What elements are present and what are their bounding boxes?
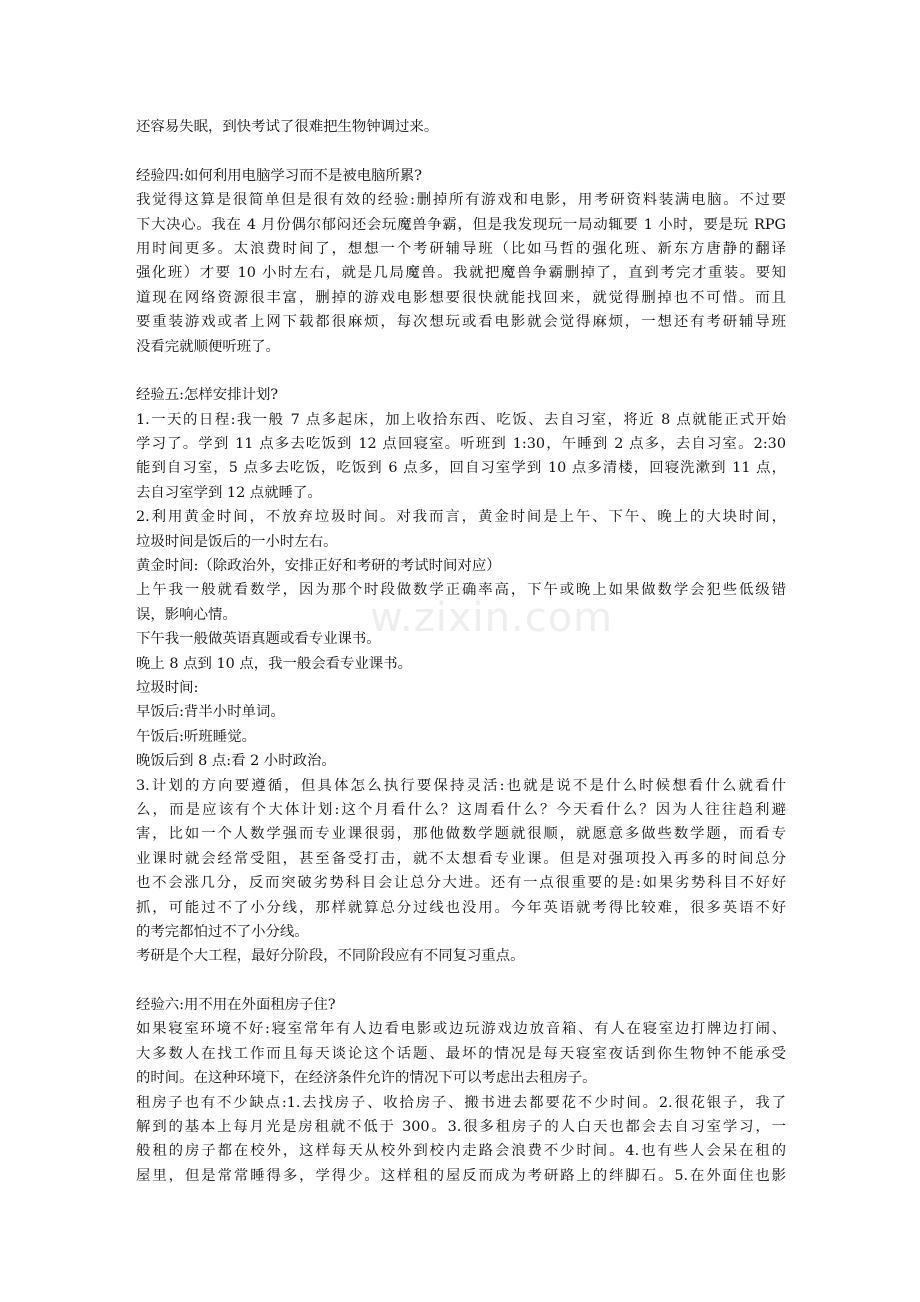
text-line: 屋里，但是常常睡得多，学得少。这样租的屋反而成为考研路上的绊脚石。5.在外面住也影 [136, 1167, 786, 1184]
text-line: 用时间更多。太浪费时间了，想想一个考研辅导班（比如马哲的强化班、新东方唐静的翻译 [136, 240, 786, 257]
text-line: 解到的基本上每月光是房租就不低于 300。3.很多租房子的人白天也都会去自习室学习，一 [136, 1119, 786, 1136]
text-line: 早饭后:背半小时单词。 [136, 704, 285, 721]
text-line: 垃圾时间是饭后的一小时左右。 [136, 533, 338, 550]
text-line: 晚饭后到 8 点:看 2 小时政治。 [136, 753, 336, 770]
text-line: 误，影响心情。 [136, 606, 237, 623]
text-line: 1.一天的日程:我一般 7 点多起床，加上收拾东西、吃饭、去自习室，将近 8 点就能正式开始 [136, 411, 786, 428]
text-line: 要重装游戏或者上网下载都很麻烦，每次想玩或看电影就会觉得麻烦，一想还有考研辅导班 [136, 314, 786, 331]
text-line: 上午我一般就看数学，因为那个时段做数学正确率高，下午或晚上如果做数学会犯些低级错 [136, 582, 786, 599]
text-line: 业课时就会经常受阻，甚至备受打击，就不太想看专业课。但是对强项投入再多的时间总分 [136, 850, 786, 867]
text-line: 学习了。学到 11 点多去吃饭到 12 点回寝室。听班到 1:30，午睡到 2 点多，去自习室。2:30 [136, 436, 786, 453]
text-line: 害，比如一个人数学强而专业课很弱，那他做数学题就很顺，就愿意多做些数学题，而看专 [136, 826, 786, 843]
text-line: 垃圾时间: [136, 679, 199, 696]
text-line: 的时间。在这种环境下，在经济条件允许的情况下可以考虑出去租房子。 [136, 1070, 597, 1087]
text-line: 能到自习室，5 点多去吃饭，吃饭到 6 点多，回自习室学到 10 点多清楼，回寝洗漱到 11 点， [136, 460, 786, 477]
text-line: 经验四:如何利用电脑学习而不是被电脑所累? [136, 167, 422, 184]
text-line: 下午我一般做英语真题或看专业课书。 [136, 631, 381, 648]
text-line: 考研是个大工程，最好分阶段，不同阶段应有不同复习重点。 [136, 948, 525, 965]
text-line: 的考完都怕过不了小分线。 [136, 923, 309, 940]
text-line: 强化班）才要 10 小时左右，就是几局魔兽。我就把魔兽争霸删掉了，直到考完才重装。要知 [136, 265, 786, 282]
text-line: 如果寝室环境不好:寝室常年有人边看电影或边玩游戏边放音箱、有人在寝室边打牌边打闹、 [136, 1021, 786, 1038]
blank-line [136, 139, 786, 163]
text-line: 2.利用黄金时间，不放弃垃圾时间。对我而言，黄金时间是上午、下午、晚上的大块时间， [136, 509, 786, 526]
text-line: 大多数人在找工作而且每天谈论这个话题、最坏的情况是每天寝室夜话到你生物钟不能承受 [136, 1045, 786, 1062]
text-line: 么，而是应该有个大体计划:这个月看什么？这周看什么？今天看什么？因为人往往趋利避 [136, 801, 786, 818]
blank-line [136, 359, 786, 383]
text-line: 般租的房子都在校外，这样每天从校外到校内走路会浪费不少时间。4.也有些人会呆在租的 [136, 1143, 786, 1160]
text-line: 午饭后:听班睡觉。 [136, 728, 256, 745]
text-line: 黄金时间:（除政治外，安排正好和考研的考试时间对应） [136, 558, 501, 575]
text-line: 去自习室学到 12 点就睡了。 [136, 484, 322, 501]
text-line: 晚上 8 点到 10 点，我一般会看专业课书。 [136, 655, 413, 672]
blank-line [136, 969, 786, 993]
text-line: 3.计划的方向要遵循，但具体怎么执行要保持灵活:也就是说不是什么时候想看什么就看什 [136, 777, 786, 794]
text-line: 经验六:用不用在外面租房子住? [136, 997, 336, 1014]
document-page [136, 115, 786, 1188]
text-line: 也不会涨几分，反而突破劣势科目会让总分大进。还有一点很重要的是:如果劣势科目不好好 [136, 875, 786, 892]
text-line: 抓，可能过不了小分线，那样就算总分过线也没用。今年英语就考得比较难，很多英语不好 [136, 899, 786, 916]
text-line: 经验五:怎样安排计划? [136, 387, 279, 404]
text-line: 我觉得这算是很简单但是很有效的经验:删掉所有游戏和电影，用考研资料装满电脑。不过要 [136, 192, 786, 209]
text-line: 没看完就顺便听班了。 [136, 338, 280, 355]
watermark: w.zixin.com [370, 595, 614, 641]
text-line: 下大决心。我在 4 月份偶尔郁闷还会玩魔兽争霸，但是我发现玩一局动辄要 1 小时，要是玩 RPG [136, 216, 786, 233]
text-line: 道现在网络资源很丰富，删掉的游戏电影想要很快就能找回来，就觉得删掉也不可惜。而且 [136, 289, 786, 306]
text-line: 还容易失眠，到快考试了很难把生物钟调过来。 [136, 119, 439, 135]
text-line: 租房子也有不少缺点:1.去找房子、收拾房子、搬书进去都要花不少时间。2.很花银子，我了 [136, 1094, 786, 1111]
